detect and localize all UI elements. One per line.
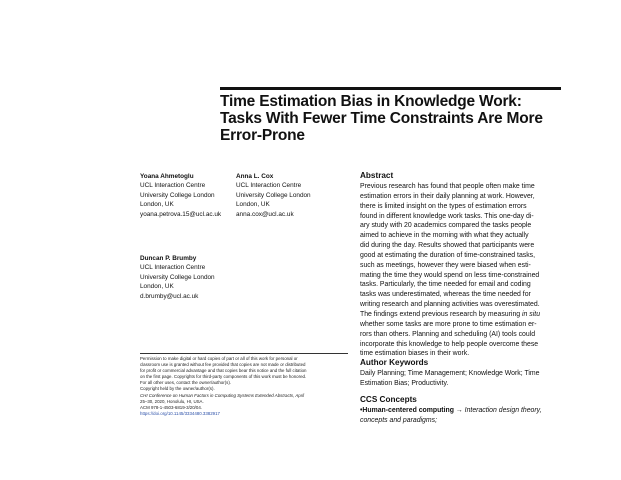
abstract-line: ary study with 20 academics compared the tasks people [360, 222, 532, 230]
copyright-footnote [140, 356, 350, 417]
footnote-rule [140, 353, 348, 354]
abstract-line-insitu [360, 310, 552, 320]
abstract-line: mating the time they would spend on less time-constrained [360, 271, 540, 279]
author-institution: University College London [236, 191, 311, 199]
keywords-line: Estimation Bias; Productivity. [360, 379, 449, 387]
author-email: d.brumby@ucl.ac.uk [140, 292, 199, 300]
footnote-line: for profit or commercial advantage and that copies bear this notice and the full citation [140, 368, 307, 374]
footnote-line: Permission to make digital or hard copies of part or all of this work for personal or [140, 356, 298, 361]
author-name: Yoana Ahmetoglu [140, 173, 194, 180]
abstract-body [360, 182, 552, 359]
author-email: yoana.petrova.15@ucl.ac.uk [140, 210, 222, 218]
author-name: Anna L. Cox [236, 173, 274, 180]
abstract-line: tasks was underestimated, whereas the time needed for [360, 291, 531, 299]
footnote-conference: CHI Conference on Human Factors in Computing Systems Extended Abstracts, April [140, 392, 305, 398]
author-affiliation: UCL Interaction Centre [140, 182, 206, 190]
abstract-line: time estimation biases in their work. [360, 350, 470, 358]
author-block [236, 172, 311, 219]
abstract-line: Previous research has found that people often make time [360, 183, 535, 190]
author-location: London, UK [140, 201, 174, 209]
paper-title: Time Estimation Bias in Knowledge Work: Tasks With Fewer Time Constraints Are More Error-Prone [220, 93, 543, 144]
footnote-line: on the first page. Copyrights for third-party components of this work must be honored. [140, 374, 307, 380]
abstract-line: tasks. Particularly, the time needed for email and coding [360, 281, 531, 289]
ccs-body [360, 406, 552, 426]
doi-link[interactable]: https://doi.org/10.1145/3334480.3382917 [140, 410, 220, 416]
abstract-line: good at estimating the duration of time-constrained tasks, [360, 251, 536, 259]
keywords-body [360, 369, 552, 389]
ccs-arrow: → [453, 407, 465, 414]
ccs-concept: Interaction design theory, [464, 407, 542, 414]
author-institution: University College London [140, 273, 215, 281]
abstract-line: incorporate this knowledge to help people overcome these [360, 340, 539, 348]
abstract-line: estimation errors in their daily planning at work. However, [360, 192, 535, 200]
abstract-line: did during the day. Results showed that participants were [360, 242, 535, 250]
footnote-acm: ACM 978-1-4503-6819-3/20/04. [140, 404, 202, 410]
abstract-heading: Abstract [360, 171, 394, 180]
in-situ-term: in situ [522, 310, 541, 318]
abstract-line: whether some tasks are more prone to time estimation er- [360, 320, 537, 328]
abstract-line: writing research and planning activities was overestimated. [360, 301, 540, 309]
author-block [140, 172, 221, 219]
abstract-line: aimed to achieve in the morning with what they actually [360, 232, 529, 240]
author-email: anna.cox@ucl.ac.uk [236, 210, 294, 218]
keywords-heading: Author Keywords [360, 358, 429, 367]
ccs-concept: concepts and paradigms; [360, 416, 437, 424]
footnote-line: Copyright held by the owner/author(s). [140, 386, 215, 392]
title-rule [220, 87, 561, 90]
author-location: London, UK [236, 201, 270, 209]
author-affiliation: UCL Interaction Centre [236, 182, 302, 190]
abstract-line: found in different knowledge work tasks. This one-day di- [360, 212, 534, 220]
author-affiliation: UCL Interaction Centre [140, 264, 206, 272]
footnote-conference: 25–30, 2020, Honolulu, HI, USA. [140, 398, 204, 404]
ccs-heading: CCS Concepts [360, 395, 417, 404]
footnote-line: For all other uses, contact the owner/author(s). [140, 380, 232, 386]
ccs-lead: •Human-centered computing [360, 407, 454, 414]
author-name: Duncan P. Brumby [140, 255, 197, 262]
abstract-line: rors than others. Planning and scheduling (AI) tools could [360, 330, 536, 338]
author-block [140, 254, 215, 301]
footnote-line: classroom use is granted without fee provided that copies are not made or distributed [140, 362, 306, 368]
abstract-line: there is limited insight on the types of estimation errors [360, 202, 527, 210]
author-location: London, UK [140, 283, 174, 291]
abstract-line: The findings extend previous research by measuring [360, 310, 523, 318]
author-institution: University College London [140, 191, 215, 199]
keywords-line: Daily Planning; Time Management; Knowledge Work; Time [360, 370, 540, 377]
abstract-line: such as meetings, however they were biased when esti- [360, 261, 531, 269]
